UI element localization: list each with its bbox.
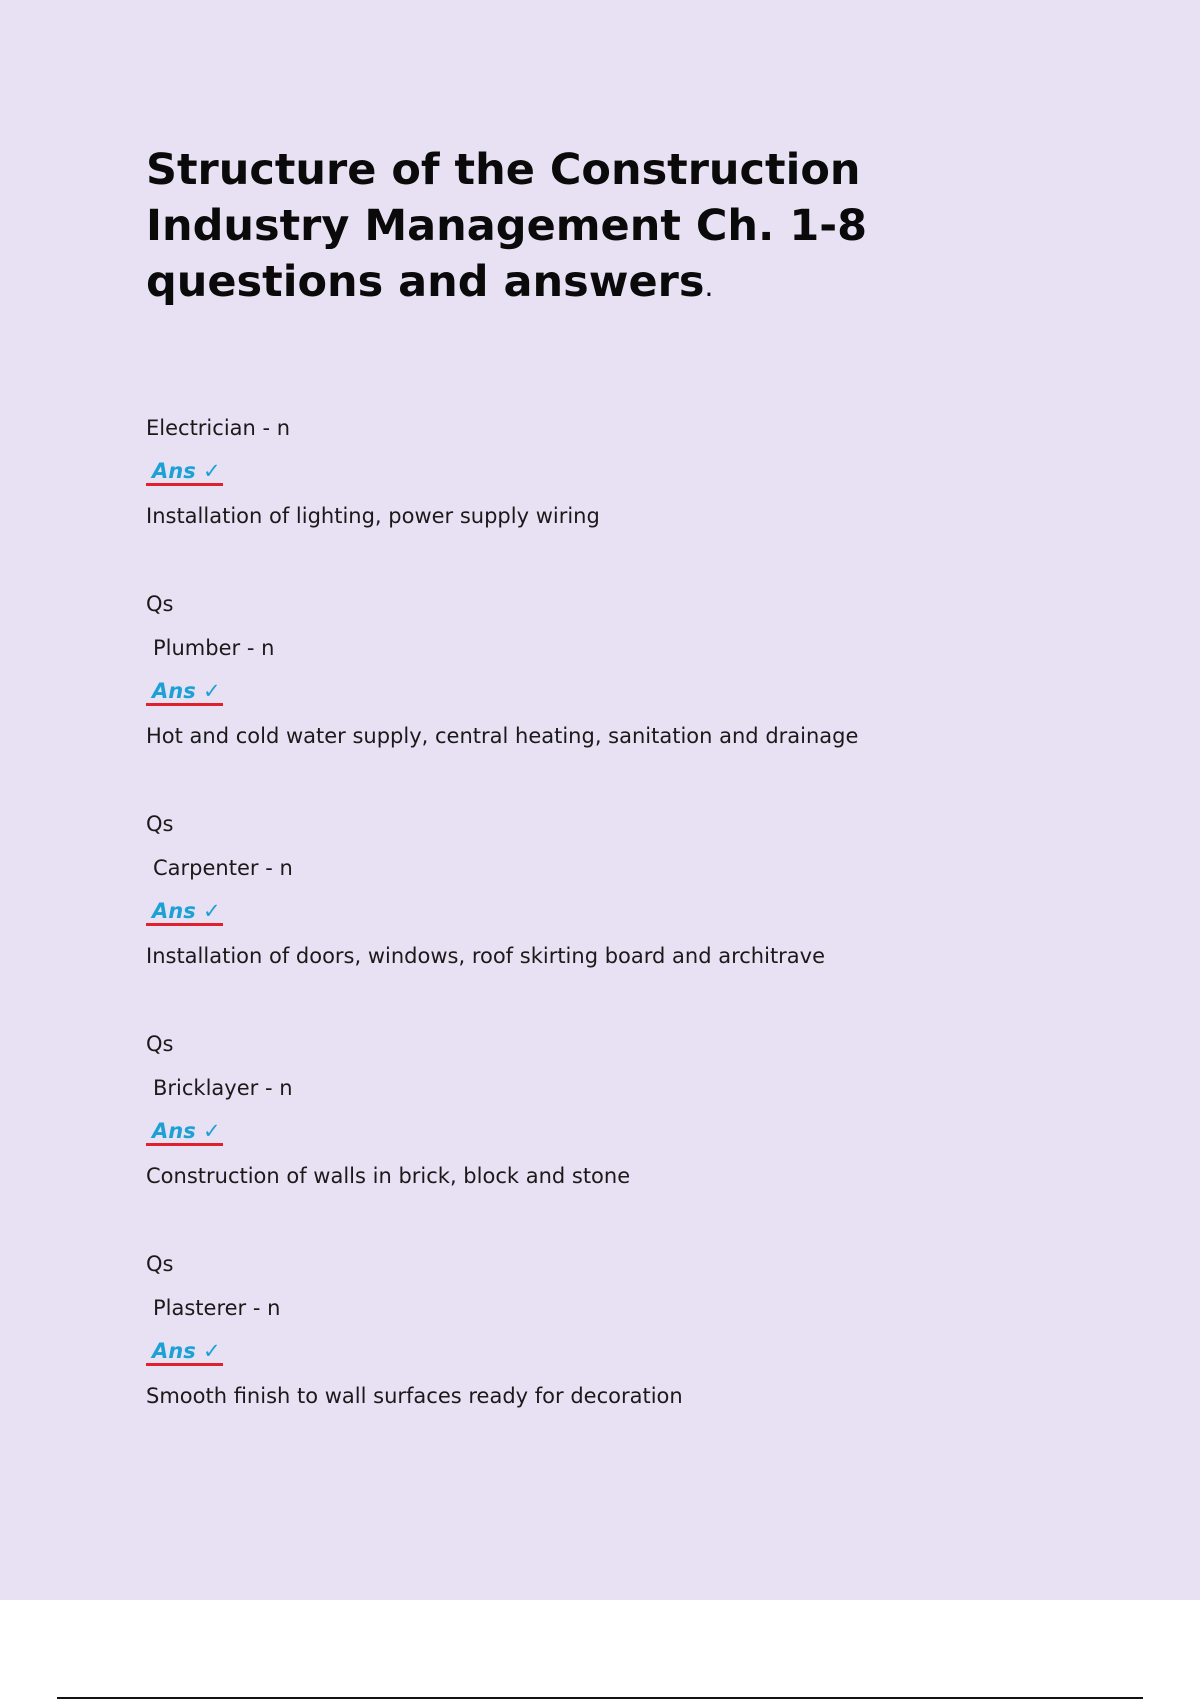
answer-text: Hot and cold water supply, central heating, sanitation and drainage	[146, 724, 859, 748]
answer-text: Installation of lighting, power supply wiring	[146, 504, 600, 528]
question-text: Plumber - n	[153, 636, 275, 660]
ans-label: Ans ✓	[146, 679, 223, 706]
question-text: Electrician - n	[146, 416, 291, 440]
qs-label: Qs	[146, 1252, 174, 1276]
document-title-dot: .	[704, 270, 714, 303]
ans-label: Ans ✓	[146, 1339, 223, 1366]
qs-label: Qs	[146, 1032, 174, 1056]
question-text: Bricklayer - n	[153, 1076, 293, 1100]
answer-text: Construction of walls in brick, block and stone	[146, 1164, 631, 1188]
document-title	[146, 142, 1046, 315]
answer-text: Installation of doors, windows, roof skirting board and architrave	[146, 944, 826, 968]
ans-label: Ans ✓	[146, 899, 223, 926]
qs-label: Qs	[146, 812, 174, 836]
question-text: Carpenter - n	[153, 856, 293, 880]
question-text: Plasterer - n	[153, 1296, 281, 1320]
qs-label: Qs	[146, 592, 174, 616]
ans-label: Ans ✓	[146, 1119, 223, 1146]
footer-divider	[57, 1697, 1143, 1699]
answer-text: Smooth finish to wall surfaces ready for decoration	[146, 1384, 683, 1408]
ans-label: Ans ✓	[146, 459, 223, 486]
document-title-text: Structure of the Construction Industry Management Ch. 1-8 questions and answers	[146, 145, 868, 307]
